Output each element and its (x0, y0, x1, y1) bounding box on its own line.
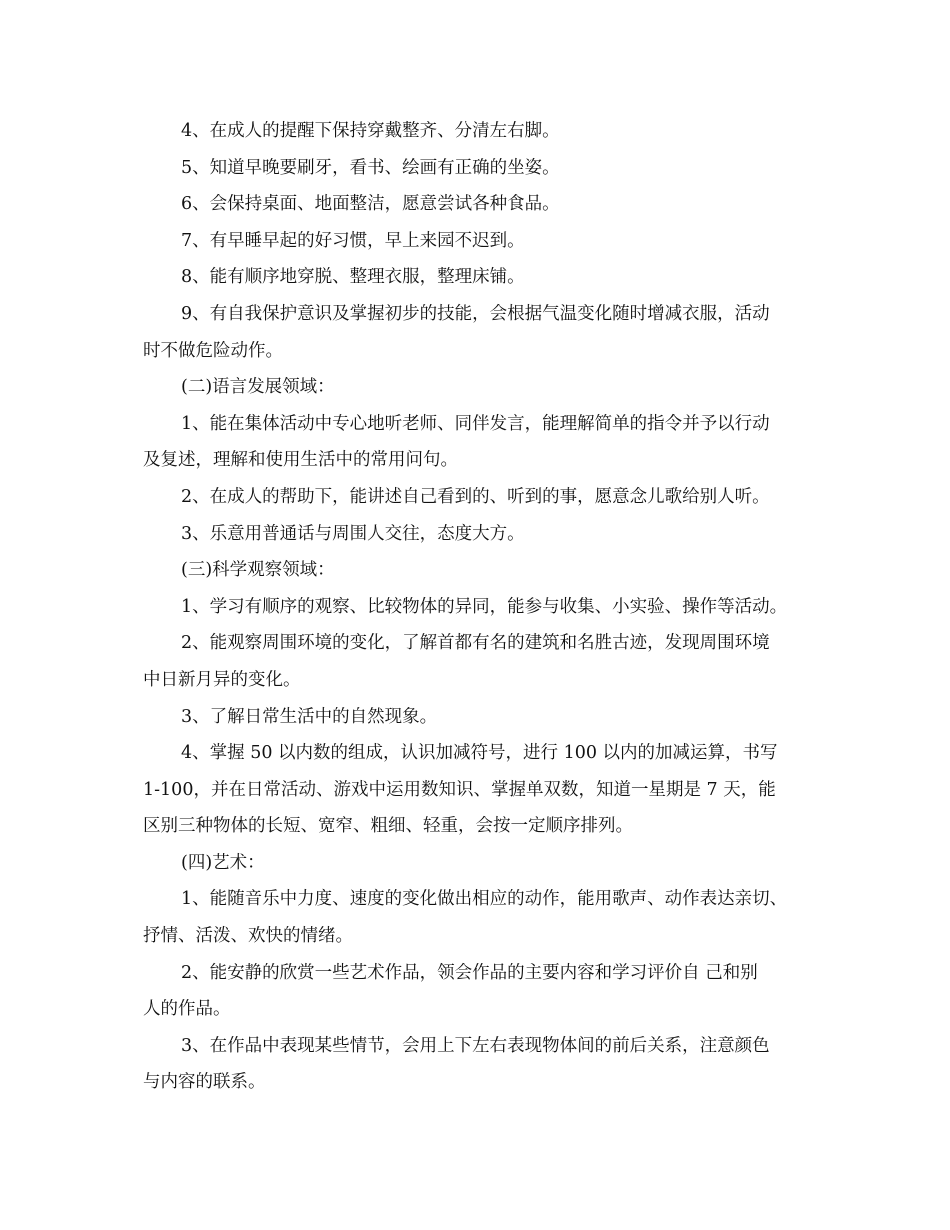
paragraph-line: 2、能观察周围环境的变化，了解首都有名的建筑和名胜古迹，发现周围环境 (181, 633, 770, 654)
paragraph-line: 3、在作品中表现某些情节，会用上下左右表现物体间的前后关系，注意颜色 (181, 1035, 770, 1056)
paragraph-line: 7、有早睡早起的好习惯，早上来园不迟到。 (181, 230, 525, 251)
paragraph-line: 中日新月异的变化。 (143, 669, 301, 690)
paragraph-line: 2、在成人的帮助下，能讲述自己看到的、听到的事，愿意念儿歌给别人听。 (181, 486, 770, 507)
paragraph-line: 1、能随音乐中力度、速度的变化做出相应的动作，能用歌声、动作表达亲切、 (181, 889, 788, 910)
paragraph-line: 1、学习有顺序的观察、比较物体的异同，能参与收集、小实验、操作等活动。 (181, 596, 788, 617)
paragraph-line: 时不做危险动作。 (143, 340, 283, 361)
paragraph-line: 抒情、活泼、欢快的情绪。 (143, 926, 353, 947)
document-body (143, 113, 823, 1101)
paragraph-line: 1、能在集体活动中专心地听老师、同伴发言，能理解简单的指令并予以行动 (181, 413, 770, 434)
paragraph-line: 及复述，理解和使用生活中的常用问句。 (143, 450, 458, 471)
paragraph-line: 4、掌握 50 以内数的组成，认识加减符号，进行 100 以内的加减运算，书写 (181, 743, 778, 764)
section-heading: (二)语言发展领域： (181, 377, 335, 398)
paragraph-line: 8、能有顺序地穿脱、整理衣服，整理床铺。 (181, 267, 525, 288)
paragraph-line: 6、会保持桌面、地面整洁，愿意尝试各种食品。 (181, 194, 560, 215)
paragraph-line: 4、在成人的提醒下保持穿戴整齐、分清左右脚。 (181, 121, 560, 141)
section-heading: (三)科学观察领域： (181, 560, 335, 581)
paragraph-line: 5、知道早晚要刷牙，看书、绘画有正确的坐姿。 (181, 157, 560, 178)
paragraph-line: 区别三种物体的长短、宽窄、粗细、轻重，会按一定顺序排列。 (143, 816, 633, 837)
paragraph-line: 人的作品。 (143, 999, 231, 1020)
paragraph-line: 3、了解日常生活中的自然现象。 (181, 706, 438, 727)
paragraph-line: 3、乐意用普通话与周围人交往，态度大方。 (181, 523, 525, 544)
paragraph-line: 1-100，并在日常活动、游戏中运用数知识、掌握单双数，知道一星期是 7 天，能 (143, 779, 776, 800)
paragraph-line: 9、有自我保护意识及掌握初步的技能，会根据气温变化随时增减衣服，活动 (181, 303, 770, 324)
section-heading: (四)艺术： (181, 852, 265, 873)
paragraph-line: 与内容的联系。 (143, 1072, 266, 1093)
paragraph-line: 2、能安静的欣赏一些艺术作品，领会作品的主要内容和学习评价自 己和别 (181, 962, 758, 983)
